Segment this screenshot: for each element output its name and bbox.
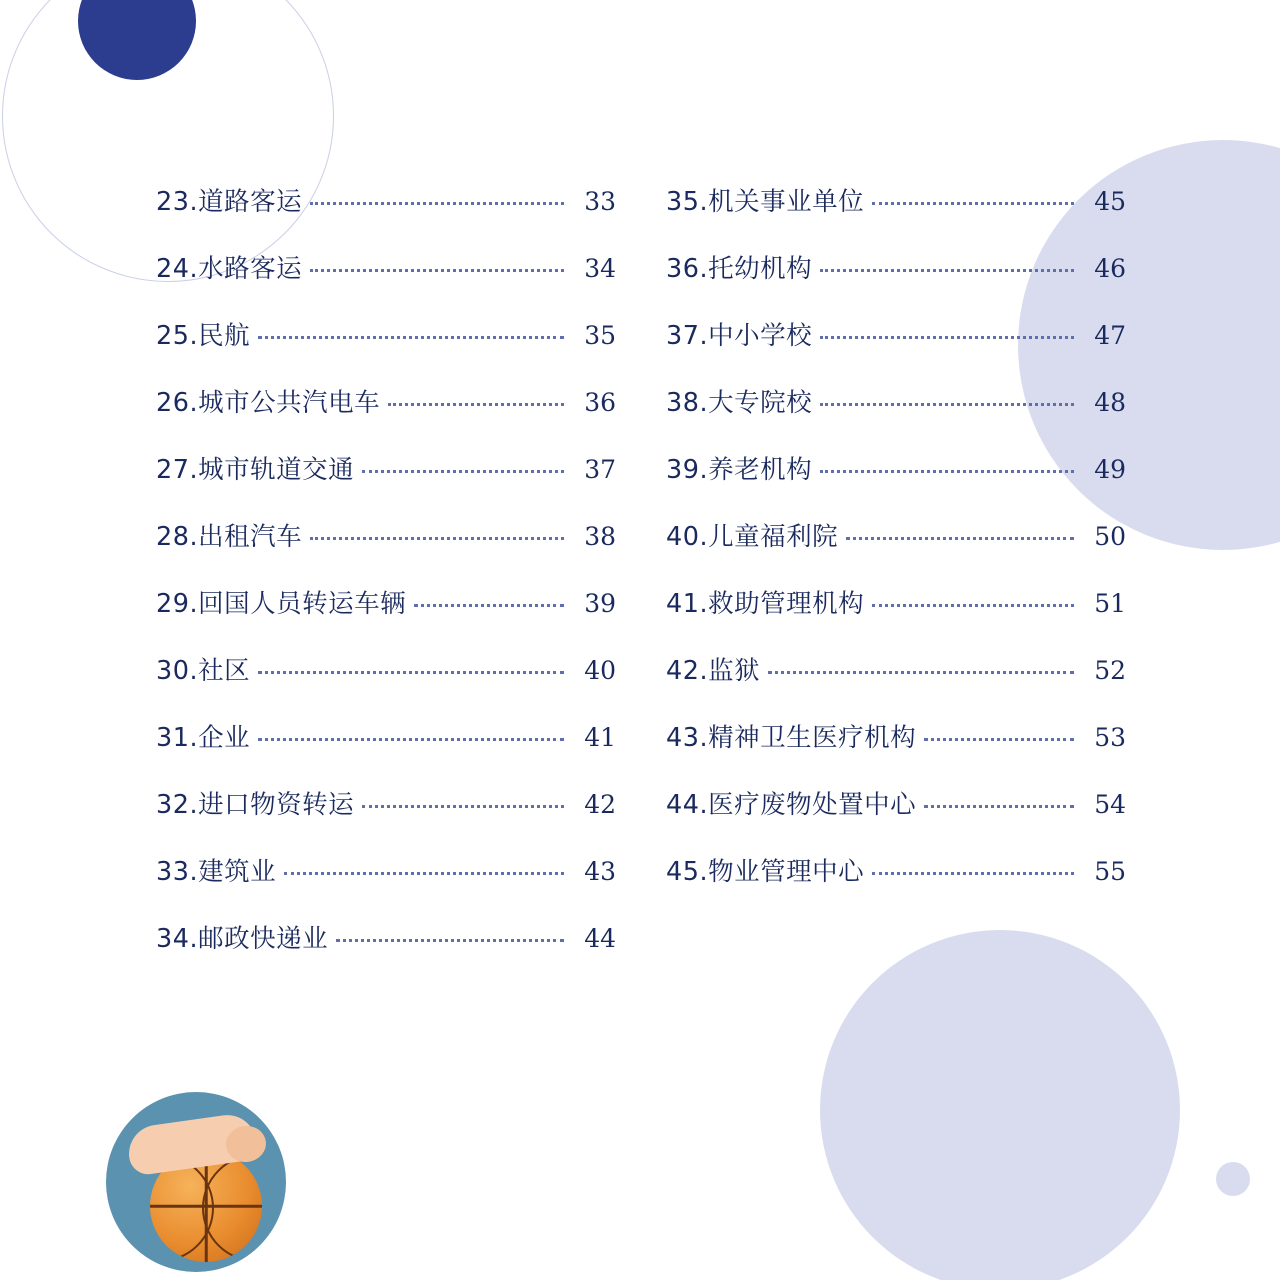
toc-entry-number: 37. xyxy=(666,321,709,351)
toc-entry[interactable] xyxy=(156,718,616,785)
toc-entry[interactable] xyxy=(156,517,616,584)
toc-entry-number: 36. xyxy=(666,254,709,284)
toc-leader-dots xyxy=(336,933,564,942)
toc-entry-number: 39. xyxy=(666,455,709,485)
toc-entry-page: 42 xyxy=(584,790,616,819)
toc-entry-number: 32. xyxy=(156,790,199,820)
toc-entry-page: 34 xyxy=(584,254,616,283)
toc-leader-dots xyxy=(924,732,1074,741)
toc-entry-page: 49 xyxy=(1094,455,1126,484)
toc-entry-page: 51 xyxy=(1094,589,1126,618)
toc-leader-dots xyxy=(768,665,1074,674)
toc-entry-label: 水路客运 xyxy=(198,254,303,284)
toc-entry-label: 医疗废物处置中心 xyxy=(708,790,917,820)
toc-entry[interactable] xyxy=(156,182,616,249)
toc-entry[interactable] xyxy=(666,718,1126,785)
toc-entry-number: 40. xyxy=(666,522,709,552)
toc-entry[interactable] xyxy=(666,383,1126,450)
toc-entry-label: 城市轨道交通 xyxy=(198,455,355,485)
toc-entry-number: 23. xyxy=(156,187,199,217)
toc-entry[interactable] xyxy=(666,450,1126,517)
toc-entry-label: 养老机构 xyxy=(708,455,813,485)
toc-leader-dots xyxy=(284,866,564,875)
toc-entry-label: 机关事业单位 xyxy=(708,187,865,217)
toc-entry[interactable] xyxy=(156,852,616,919)
toc-entry-label: 进口物资转运 xyxy=(198,790,355,820)
toc-entry-label: 救助管理机构 xyxy=(708,589,865,619)
toc-entry-page: 33 xyxy=(584,187,616,216)
toc-entry-label: 城市公共汽电车 xyxy=(198,388,381,418)
toc-entry[interactable] xyxy=(156,584,616,651)
toc-entry-number: 33. xyxy=(156,857,199,887)
toc-leader-dots xyxy=(258,732,564,741)
toc-entry-page: 48 xyxy=(1094,388,1126,417)
toc-entry-number: 31. xyxy=(156,723,199,753)
toc-entry[interactable] xyxy=(666,249,1126,316)
toc-entry-number: 35. xyxy=(666,187,709,217)
toc-entry[interactable] xyxy=(666,651,1126,718)
toc-entry-number: 27. xyxy=(156,455,199,485)
toc-leader-dots xyxy=(872,866,1074,875)
toc-leader-dots xyxy=(362,464,564,473)
toc-entry[interactable] xyxy=(156,651,616,718)
toc-leader-dots xyxy=(872,196,1074,205)
toc-entry-number: 30. xyxy=(156,656,199,686)
toc-entry[interactable] xyxy=(156,785,616,852)
toc-entry[interactable] xyxy=(666,785,1126,852)
toc-entry-page: 38 xyxy=(584,522,616,551)
toc-entry-number: 38. xyxy=(666,388,709,418)
toc-entry-label: 出租汽车 xyxy=(198,522,303,552)
toc-entry-number: 42. xyxy=(666,656,709,686)
toc-entry-number: 45. xyxy=(666,857,709,887)
toc-entry[interactable] xyxy=(156,919,616,986)
toc-entry-number: 43. xyxy=(666,723,709,753)
toc-leader-dots xyxy=(872,598,1074,607)
toc-leader-dots xyxy=(310,263,564,272)
toc-leader-dots xyxy=(310,196,564,205)
toc-entry-page: 37 xyxy=(584,455,616,484)
toc-entry-label: 建筑业 xyxy=(198,857,277,887)
toc-entry-number: 26. xyxy=(156,388,199,418)
toc-entry-label: 托幼机构 xyxy=(708,254,813,284)
toc-entry-page: 45 xyxy=(1094,187,1126,216)
toc-entry-label: 大专院校 xyxy=(708,388,813,418)
toc-entry-number: 41. xyxy=(666,589,709,619)
toc-entry-page: 50 xyxy=(1094,522,1126,551)
toc-leader-dots xyxy=(414,598,564,607)
toc-leader-dots xyxy=(820,464,1074,473)
toc-leader-dots xyxy=(362,799,564,808)
toc-entry-page: 54 xyxy=(1094,790,1126,819)
toc-entry-label: 中小学校 xyxy=(708,321,813,351)
toc-entry[interactable] xyxy=(156,383,616,450)
toc-leader-dots xyxy=(258,330,564,339)
toc-entry-number: 24. xyxy=(156,254,199,284)
toc-entry-label: 道路客运 xyxy=(198,187,303,217)
toc-entry-page: 53 xyxy=(1094,723,1126,752)
toc-leader-dots xyxy=(846,531,1074,540)
toc-entry-label: 社区 xyxy=(198,656,251,686)
toc-entry-page: 40 xyxy=(584,656,616,685)
toc-entry-number: 28. xyxy=(156,522,199,552)
toc-entry-label: 邮政快递业 xyxy=(198,924,329,954)
toc-leader-dots xyxy=(820,397,1074,406)
toc-entry[interactable] xyxy=(666,852,1126,919)
toc-entry-page: 41 xyxy=(584,723,616,752)
toc-entry-page: 35 xyxy=(584,321,616,350)
toc-entry[interactable] xyxy=(156,450,616,517)
toc-entry-page: 47 xyxy=(1094,321,1126,350)
toc-left-column xyxy=(156,182,616,986)
toc-entry-label: 民航 xyxy=(198,321,251,351)
toc-leader-dots xyxy=(820,263,1074,272)
toc-entry-page: 46 xyxy=(1094,254,1126,283)
toc-leader-dots xyxy=(258,665,564,674)
toc-entry-page: 39 xyxy=(584,589,616,618)
toc-entry-page: 43 xyxy=(584,857,616,886)
toc-entry-number: 44. xyxy=(666,790,709,820)
toc-entry-page: 55 xyxy=(1094,857,1126,886)
toc-leader-dots xyxy=(310,531,564,540)
toc-entry-label: 儿童福利院 xyxy=(708,522,839,552)
toc-entry-number: 25. xyxy=(156,321,199,351)
toc-leader-dots xyxy=(388,397,564,406)
toc-entry-number: 29. xyxy=(156,589,199,619)
toc-entry-label: 回国人员转运车辆 xyxy=(198,589,407,619)
toc-entry[interactable] xyxy=(156,249,616,316)
toc-leader-dots xyxy=(924,799,1074,808)
toc-right-column xyxy=(666,182,1126,919)
toc-entry-label: 监狱 xyxy=(708,656,761,686)
toc-entry-page: 36 xyxy=(584,388,616,417)
toc-entry-label: 精神卫生医疗机构 xyxy=(708,723,917,753)
toc-entry-page: 44 xyxy=(584,924,616,953)
toc-entry[interactable] xyxy=(666,584,1126,651)
toc-entry[interactable] xyxy=(156,316,616,383)
toc-entry-label: 企业 xyxy=(198,723,251,753)
toc-entry[interactable] xyxy=(666,316,1126,383)
toc-entry-label: 物业管理中心 xyxy=(708,857,865,887)
toc-entry[interactable] xyxy=(666,182,1126,249)
toc-entry-number: 34. xyxy=(156,924,199,954)
toc-leader-dots xyxy=(820,330,1074,339)
toc-entry-page: 52 xyxy=(1094,656,1126,685)
toc-entry[interactable] xyxy=(666,517,1126,584)
